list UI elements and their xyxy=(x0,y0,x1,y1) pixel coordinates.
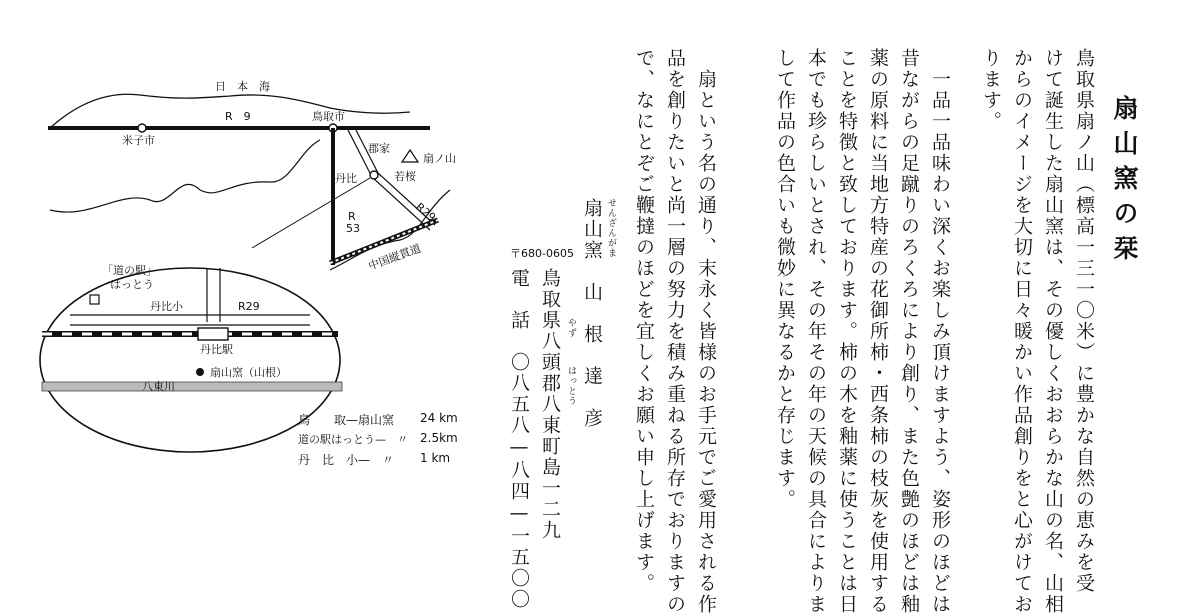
body-line: 本でも珍らしいとされ、その年その年の天候の具合によりま xyxy=(805,48,827,615)
body-line: けて誕生した扇山窯は、その優しくおおらかな山の名、山相 xyxy=(1042,48,1064,615)
tottori-label: 鳥取市 xyxy=(312,110,345,123)
body-line: 薬の原料に当地方特産の花御所柿・西条柿の枝灰を使用する xyxy=(867,48,889,615)
address: 鳥取県八頭郡八東町島一二九 xyxy=(539,268,561,541)
distance-from: 丹 比 小— 〃 xyxy=(298,453,395,467)
distance-from: 鳥 取—扇山窯 xyxy=(298,413,395,427)
ougino-label: 扇ノ山 xyxy=(423,152,456,165)
kouge-label: 郡家 xyxy=(368,142,390,155)
distance-value: 1 km xyxy=(420,451,451,465)
body-line: で、なにとぞご鞭撻のほどを宜しくお願い申し上げます。 xyxy=(633,48,655,594)
sea-label: 日 本 海 xyxy=(215,80,270,93)
michinoeki-label: はっとう xyxy=(110,278,154,291)
detail-r29-label: R29 xyxy=(238,300,260,313)
expressway-label: 中国縦貫道 xyxy=(366,241,423,273)
page-title: 扇山窯の栞 xyxy=(1110,95,1139,270)
r29-label: R29 xyxy=(413,200,439,225)
body-line: ことを特徴と致しております。柿の木を釉薬に使うことは日 xyxy=(836,48,858,615)
river xyxy=(42,382,342,391)
yonago-label: 米子市 xyxy=(122,134,155,147)
phone: 電 話 〇八五八—八四—一五〇〇 xyxy=(508,268,530,610)
body-line: ります。 xyxy=(980,48,1002,132)
tanpi-label: 丹比 xyxy=(335,172,357,185)
station-label: 丹比駅 xyxy=(200,343,233,356)
tanpi-school-label: 丹比小 xyxy=(150,300,183,313)
route9-label: R 9 xyxy=(225,110,251,123)
kiln-ruby: せんざんがま xyxy=(606,198,616,258)
michinoeki-label: 「道の駅」 xyxy=(102,264,157,277)
body-line: からのイメージを大切に日々暖かい作品創りをと心がけてお xyxy=(1011,48,1033,615)
access-map xyxy=(30,70,480,510)
postal-code: 〒680-0605 xyxy=(510,247,574,260)
r53-label: R xyxy=(348,210,356,223)
prefecture-border xyxy=(50,140,320,212)
kiln-icon xyxy=(196,368,204,376)
body-line: 鳥取県扇ノ山（標高一三一〇米）に豊かな自然の恵みを受 xyxy=(1073,48,1095,594)
body-line: して作品の色合いも微妙に異なるかと存じます。 xyxy=(774,48,796,510)
body-line: 一品一品味わい深くお楽しみ頂けますよう、姿形のほどは xyxy=(929,48,951,615)
body-line: 品を創りたいと尚一層の努力を積み重ねる所存でおりますの xyxy=(664,48,686,615)
distance-value: 2.5km xyxy=(420,431,458,445)
r53-label: 53 xyxy=(346,222,360,235)
address-ruby: はっとう xyxy=(566,366,576,406)
station-icon xyxy=(198,328,228,340)
kiln-label: 扇山窯（山根） xyxy=(210,366,287,379)
wakasa-label: 若桜 xyxy=(394,170,416,183)
address-ruby: やず xyxy=(566,318,576,338)
body-line: 昔ながらの足蹴りのろくろにより創り、また色艶のほどは釉 xyxy=(898,48,920,615)
distance-value: 24 km xyxy=(420,411,458,425)
body-line: 扇という名の通り、末永く皆様のお手元でご愛用される作 xyxy=(695,48,717,615)
michinoeki-icon xyxy=(90,295,99,304)
mountain-icon xyxy=(402,150,418,162)
distance-from: 道の駅はっとう— 〃 xyxy=(298,433,408,446)
kiln-name: 扇山窯 山 根 達 彦 xyxy=(581,198,603,429)
detail-oval xyxy=(40,268,340,452)
river-label: 八東川 xyxy=(142,380,175,393)
